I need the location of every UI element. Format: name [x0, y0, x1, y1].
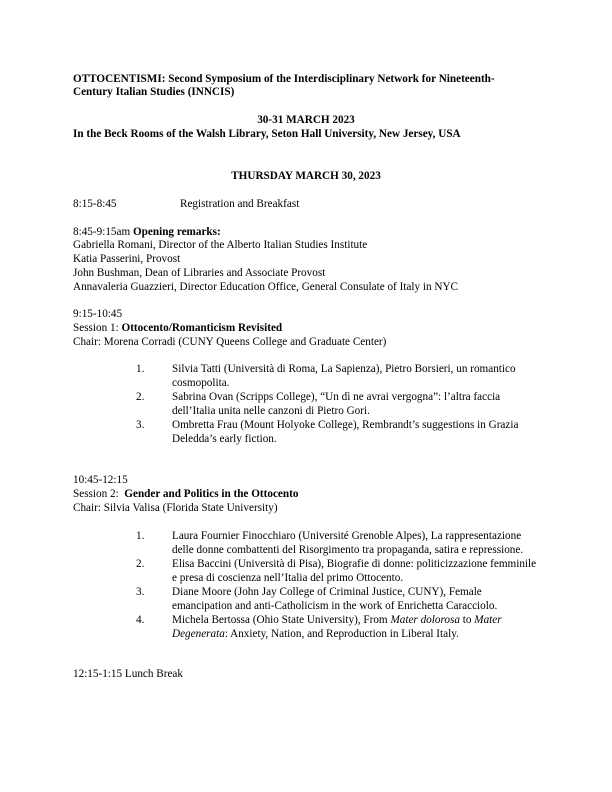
paper-line: Ombretta Frau (Mount Holyoke College), Rembrandt’s suggestions in Grazia	[172, 419, 519, 431]
lunch-break: 12:15-1:15 Lunch Break	[73, 668, 183, 680]
paper-line: delle donne combattenti del Risorgimento tra propaganda, satira e repressione.	[172, 544, 524, 556]
paper-number: 1.	[136, 363, 145, 375]
opening-speaker: Gabriella Romani, Director of the Alberto Italian Studies Institute	[73, 239, 368, 251]
paper-line: e presa di coscienza nell’Italia del primo Ottocento.	[172, 572, 404, 584]
registration-label: Registration and Breakfast	[180, 198, 300, 210]
paper-number: 3.	[136, 419, 145, 431]
paper-line	[172, 614, 502, 628]
paper-italic-title: Degenerata	[172, 628, 225, 640]
opening-row	[73, 226, 221, 239]
session1-prefix: Session 1:	[73, 322, 122, 334]
registration-time: 8:15-8:45	[73, 198, 117, 210]
opening-speaker: Katia Passerini, Provost	[73, 253, 181, 265]
paper-line: Silvia Tatti (Università di Roma, La Sapienza), Pietro Borsieri, un romantico	[172, 363, 516, 375]
session2-title: Gender and Politics in the Ottocento	[124, 488, 299, 500]
opening-label: Opening remarks:	[132, 226, 221, 238]
paper-text: to	[459, 614, 475, 626]
opening-speaker: John Bushman, Dean of Libraries and Associate Provost	[73, 267, 326, 279]
symposium-title-line2: Century Italian Studies (INNCIS)	[73, 86, 235, 98]
day-heading: THURSDAY MARCH 30, 2023	[231, 170, 381, 182]
session1-time: 9:15-10:45	[73, 308, 123, 320]
session2-prefix: Session 2:	[73, 488, 125, 500]
paper-line: Laura Fournier Finocchiaro (Université Grenoble Alpes), La rappresentazione	[172, 530, 522, 542]
opening-speaker: Annavaleria Guazzieri, Director Education Office, General Consulate of Italy in NYC	[73, 281, 458, 293]
opening-time: 8:45-9:15am	[73, 226, 131, 238]
paper-text: : Anxiety, Nation, and Reproduction in Liberal Italy.	[224, 628, 459, 640]
paper-number: 3.	[136, 586, 145, 598]
symposium-venue: In the Beck Rooms of the Walsh Library, Seton Hall University, New Jersey, USA	[73, 128, 461, 140]
paper-number: 2.	[136, 558, 145, 570]
paper-line: dell’Italia unita nelle canzoni di Pietro Gori.	[172, 405, 370, 417]
paper-italic-title: Mater	[474, 614, 502, 626]
session1-title: Ottocento/Romanticism Revisited	[121, 322, 283, 334]
paper-number: 1.	[136, 530, 145, 542]
paper-line	[172, 628, 459, 642]
symposium-dates: 30-31 MARCH 2023	[257, 114, 355, 126]
paper-number: 2.	[136, 391, 145, 403]
session2-chair: Chair: Silvia Valisa (Florida State University)	[73, 502, 278, 514]
session2-time: 10:45-12:15	[73, 474, 128, 486]
session1-heading	[73, 322, 282, 335]
paper-number: 4.	[136, 614, 145, 626]
paper-line: Diane Moore (John Jay College of Criminal Justice, CUNY), Female	[172, 586, 482, 598]
paper-line: Sabrina Ovan (Scripps College), “Un dì ne avrai vergogna”: l’altra faccia	[172, 391, 501, 403]
session1-chair: Chair: Morena Corradi (CUNY Queens College and Graduate Center)	[73, 336, 387, 348]
paper-line: emancipation and anti-Catholicism in the work of Enrichetta Caracciolo.	[172, 600, 498, 612]
paper-text: Michela Bertossa (Ohio State University), From	[172, 614, 391, 626]
symposium-title-line1: OTTOCENTISMI: Second Symposium of the Interdisciplinary Network for Nineteenth-	[73, 73, 495, 85]
paper-italic-title: Mater dolorosa	[390, 614, 460, 626]
paper-line: Elisa Baccini (Università di Pisa), Biografie di donne: politicizzazione femminile	[172, 558, 537, 570]
session2-heading	[73, 488, 298, 501]
paper-line: cosmopolita.	[172, 377, 230, 389]
paper-line: Deledda’s early fiction.	[172, 433, 277, 445]
